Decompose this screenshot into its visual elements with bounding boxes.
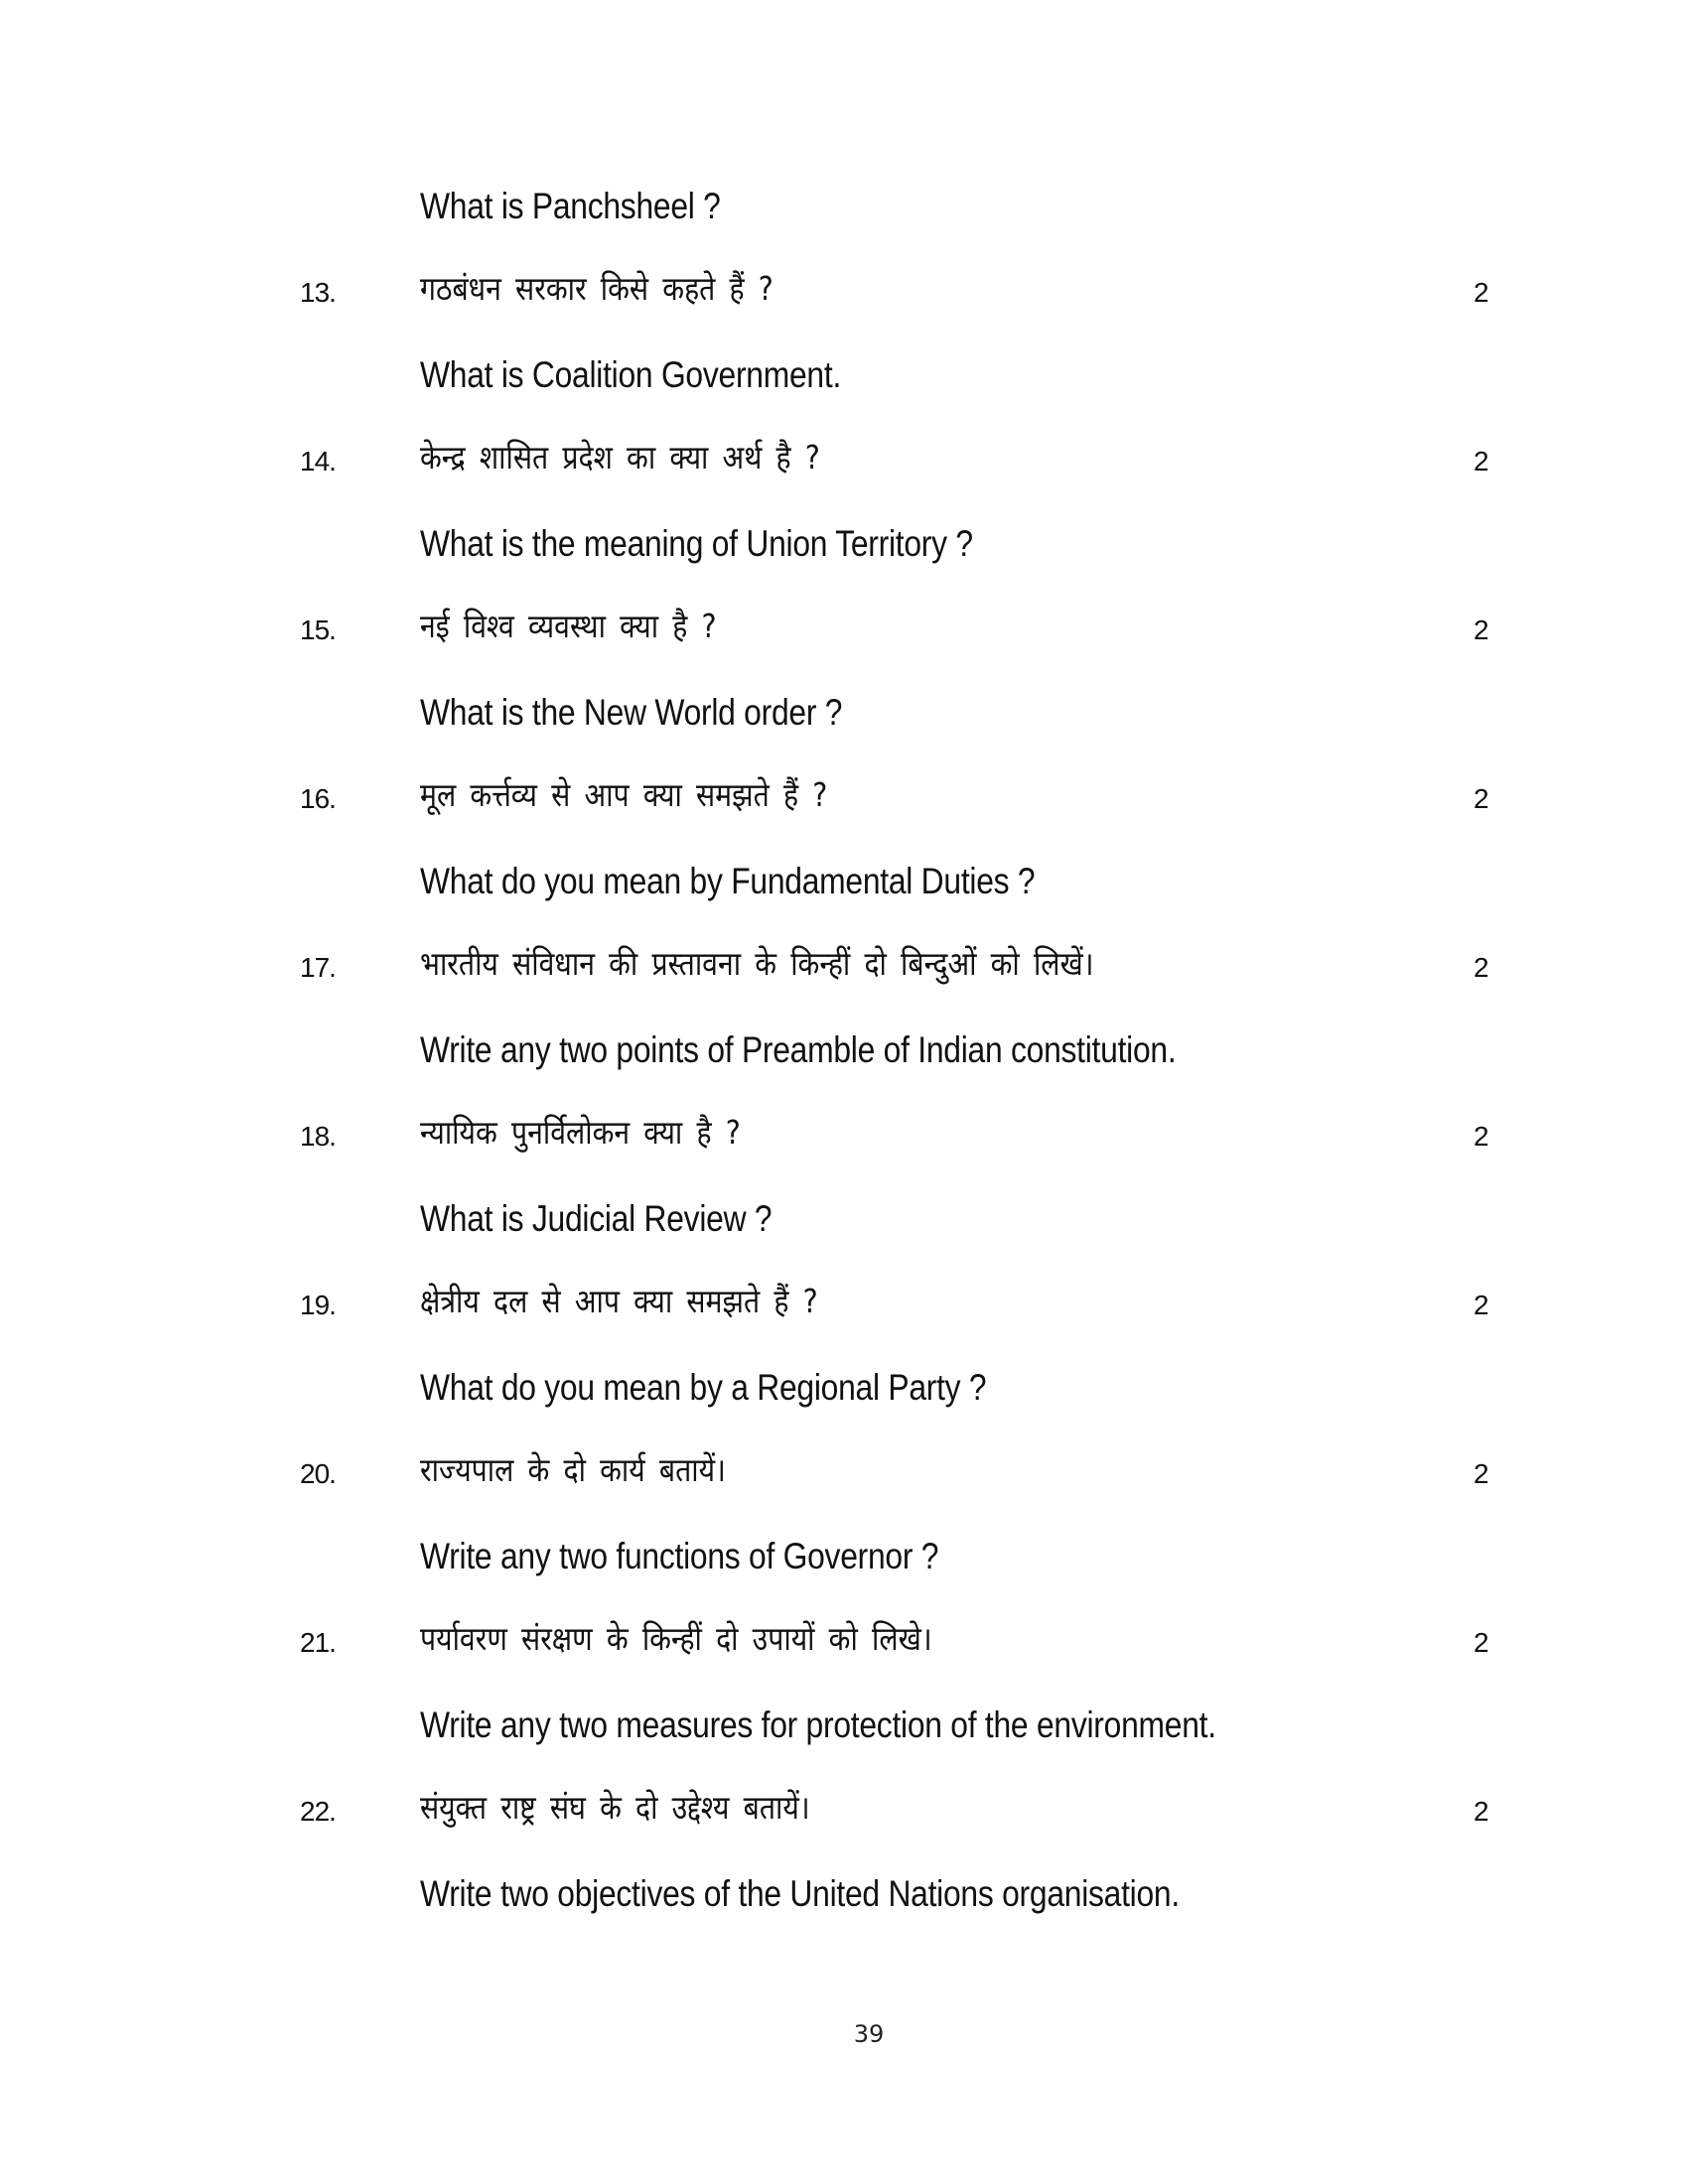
question-marks: 2: [1474, 1458, 1489, 1489]
question-number: 13.: [300, 277, 336, 308]
question-number: 22.: [300, 1796, 336, 1827]
question-number: 18.: [300, 1121, 336, 1152]
question-number: 20.: [300, 1458, 336, 1489]
question-number: 19.: [300, 1290, 336, 1320]
question-english-text: What is the New World order ?: [420, 692, 843, 733]
question-hindi-text: नई विश्व व्यवस्था क्या है ?: [420, 607, 717, 645]
question-english-text: What is Coalition Government.: [420, 354, 842, 395]
question-21-hindi-row: [0, 1599, 1688, 1684]
question-hindi-text: भारतीय संविधान की प्रस्तावना के किन्हीं दो बिन्दुओं को लिखें।: [420, 944, 1094, 983]
question-list: [0, 165, 1688, 1937]
question-hindi-text: मूल कर्त्तव्य से आप क्या समझते हैं ?: [420, 775, 828, 814]
question-marks: 2: [1474, 446, 1489, 477]
question-17-english-row: [0, 1009, 1688, 1093]
question-number: 21.: [300, 1627, 336, 1658]
question-hindi-text: संयुक्त राष्ट्र संघ के दो उद्देश्य बतायें।: [420, 1788, 810, 1827]
question-hindi-text: क्षेत्रीय दल से आप क्या समझते हैं ?: [420, 1282, 818, 1320]
question-english-text: What is Panchsheel ?: [420, 186, 721, 226]
question-english-text: Write two objectives of the United Nations organisation.: [420, 1873, 1180, 1914]
question-22-hindi-row: [0, 1768, 1688, 1852]
question-marks: 2: [1474, 1290, 1489, 1320]
question-marks: 2: [1474, 952, 1489, 983]
question-english-text: What do you mean by Fundamental Duties ?: [420, 861, 1036, 901]
question-number: 17.: [300, 952, 336, 983]
question-number: 14.: [300, 446, 336, 477]
question-19-english-row: [0, 1346, 1688, 1431]
question-16-english-row: [0, 840, 1688, 924]
question-marks: 2: [1474, 277, 1489, 308]
question-14-hindi-row: [0, 418, 1688, 502]
question-16-hindi-row: [0, 755, 1688, 840]
question-marks: 2: [1474, 1121, 1489, 1152]
question-hindi-text: राज्यपाल के दो कार्य बतायें।: [420, 1450, 726, 1489]
question-hindi-text: पर्यावरण संरक्षण के किन्हीं दो उपायों को लिखे।: [420, 1619, 932, 1658]
question-marks: 2: [1474, 614, 1489, 645]
question-english-text: Write any two measures for protection of the environment.: [420, 1705, 1216, 1745]
question-marks: 2: [1474, 783, 1489, 814]
question-english-text: Write any two points of Preamble of Indian constitution.: [420, 1029, 1177, 1070]
question-hindi-text: न्यायिक पुनर्विलोकन क्या है ?: [420, 1113, 741, 1152]
question-22-english-row: [0, 1852, 1688, 1937]
question-13-english-row: [0, 334, 1688, 418]
question-marks: 2: [1474, 1796, 1489, 1827]
question-hindi-text: केन्द्र शासित प्रदेश का क्या अर्थ है ?: [420, 438, 820, 477]
question-number: 16.: [300, 783, 336, 814]
question-number: 15.: [300, 614, 336, 645]
question-17-hindi-row: [0, 924, 1688, 1009]
question-21-english-row: [0, 1684, 1688, 1768]
question-15-english-row: [0, 671, 1688, 755]
question-18-hindi-row: [0, 1093, 1688, 1177]
question-13-hindi-row: [0, 249, 1688, 334]
page-number: 39: [853, 2020, 885, 2048]
question-english-text: Write any two functions of Governor ?: [420, 1536, 939, 1576]
question-15-hindi-row: [0, 587, 1688, 671]
question-18-english-row: [0, 1177, 1688, 1262]
question-english-text: What is Judicial Review ?: [420, 1198, 773, 1239]
question-14-english-row: [0, 502, 1688, 587]
question-english-text: What do you mean by a Regional Party ?: [420, 1367, 987, 1408]
question-20-english-row: [0, 1515, 1688, 1599]
question-hindi-text: गठबंधन सरकार किसे कहते हैं ?: [420, 269, 774, 308]
carry-over-line: [0, 165, 1688, 249]
question-19-hindi-row: [0, 1262, 1688, 1346]
question-20-hindi-row: [0, 1431, 1688, 1515]
question-marks: 2: [1474, 1627, 1489, 1658]
question-english-text: What is the meaning of Union Territory ?: [420, 523, 973, 564]
